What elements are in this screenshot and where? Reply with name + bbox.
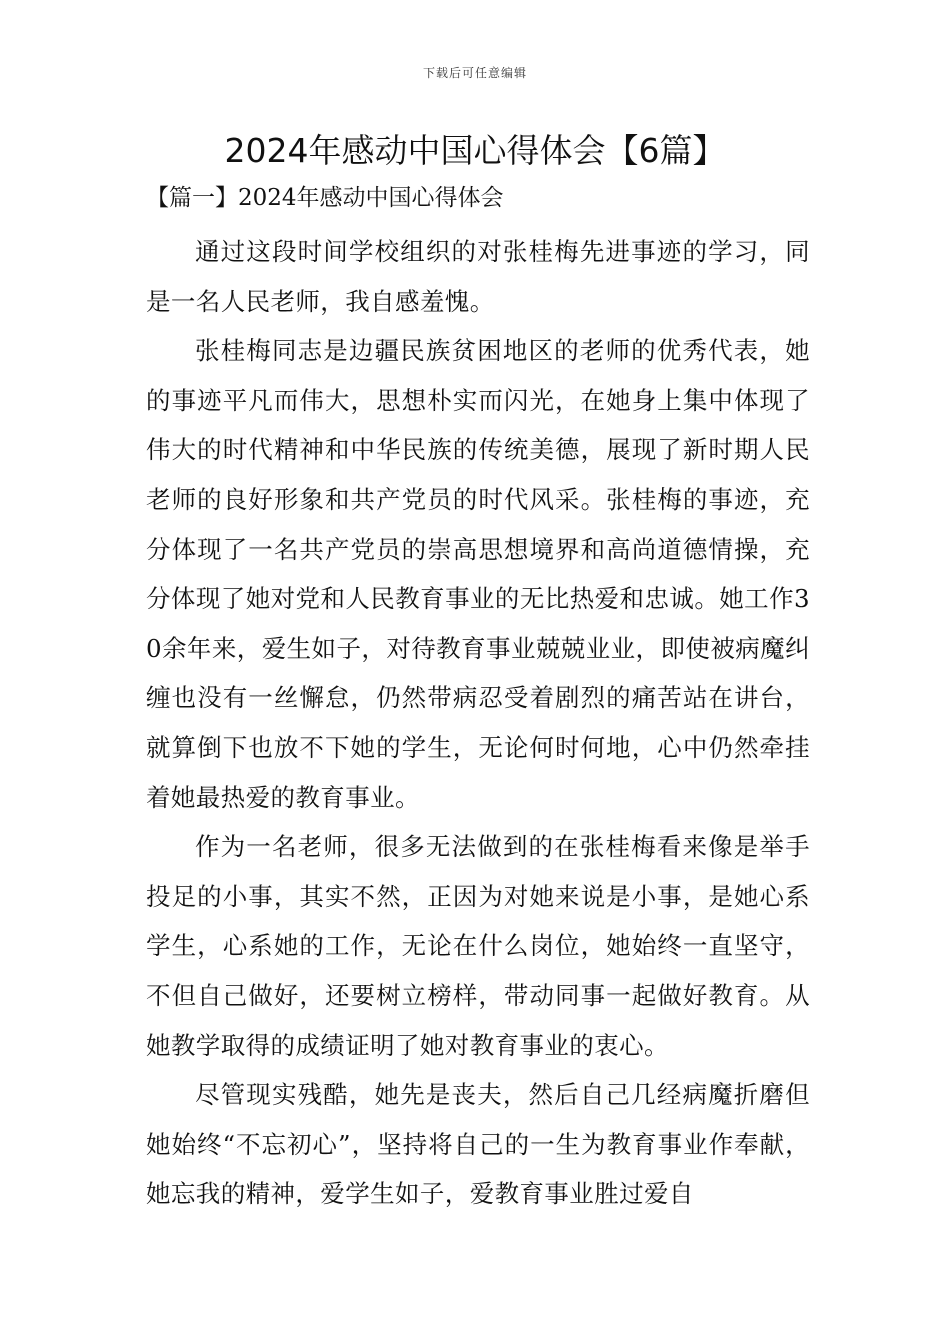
paragraph: 通过这段时间学校组织的对张桂梅先进事迹的学习，同是一名人民老师，我自感羞愧。 bbox=[146, 237, 810, 316]
paragraph: 张桂梅同志是边疆民族贫困地区的老师的优秀代表，她的事迹平凡而伟大，思想朴实而闪光，在她身上集中体现了伟大的时代精神和中华民族的传统美德，展现了新时期人民老师的良好形象和共产党员的时代风采。张桂梅的事迹，充分体现了一名共产党员的崇高思想境界和高尚道德情操，充分体现了她对党和人民教育事业的无比热爱和忠诚。她工作30余年来，爱生如子，对待教育事业兢兢业业，即使被病魔纠缠也没有一丝懈怠，仍然带病忍受着剧烈的痛苦站在讲台，就算倒下也放不下她的学生，无论何时何地，心中仍然牵挂着她最热爱的教育事业。 bbox=[146, 336, 810, 812]
paragraph: 作为一名老师，很多无法做到的在张桂梅看来像是举手投足的小事，其实不然，正因为对她来说是小事，是她心系学生，心系她的工作，无论在什么岗位，她始终一直坚守，不但自己做好，还要树立榜样，带动同事一起做好教育。从她教学取得的成绩证明了她对教育事业的衷心。 bbox=[146, 832, 810, 1060]
body-text bbox=[146, 227, 810, 1219]
paragraph: 尽管现实残酷，她先是丧夫，然后自己几经病魔折磨但她始终“不忘初心”，坚持将自己的一生为教育事业作奉献，她忘我的精神，爱学生如子，爱教育事业胜过爱自 bbox=[146, 1080, 810, 1209]
header-note: 下载后可任意编辑 bbox=[422, 66, 527, 80]
section-heading: 【篇一】2024年感动中国心得体会 bbox=[146, 185, 504, 211]
document-title: 2024年感动中国心得体会【6篇】 bbox=[224, 131, 726, 170]
